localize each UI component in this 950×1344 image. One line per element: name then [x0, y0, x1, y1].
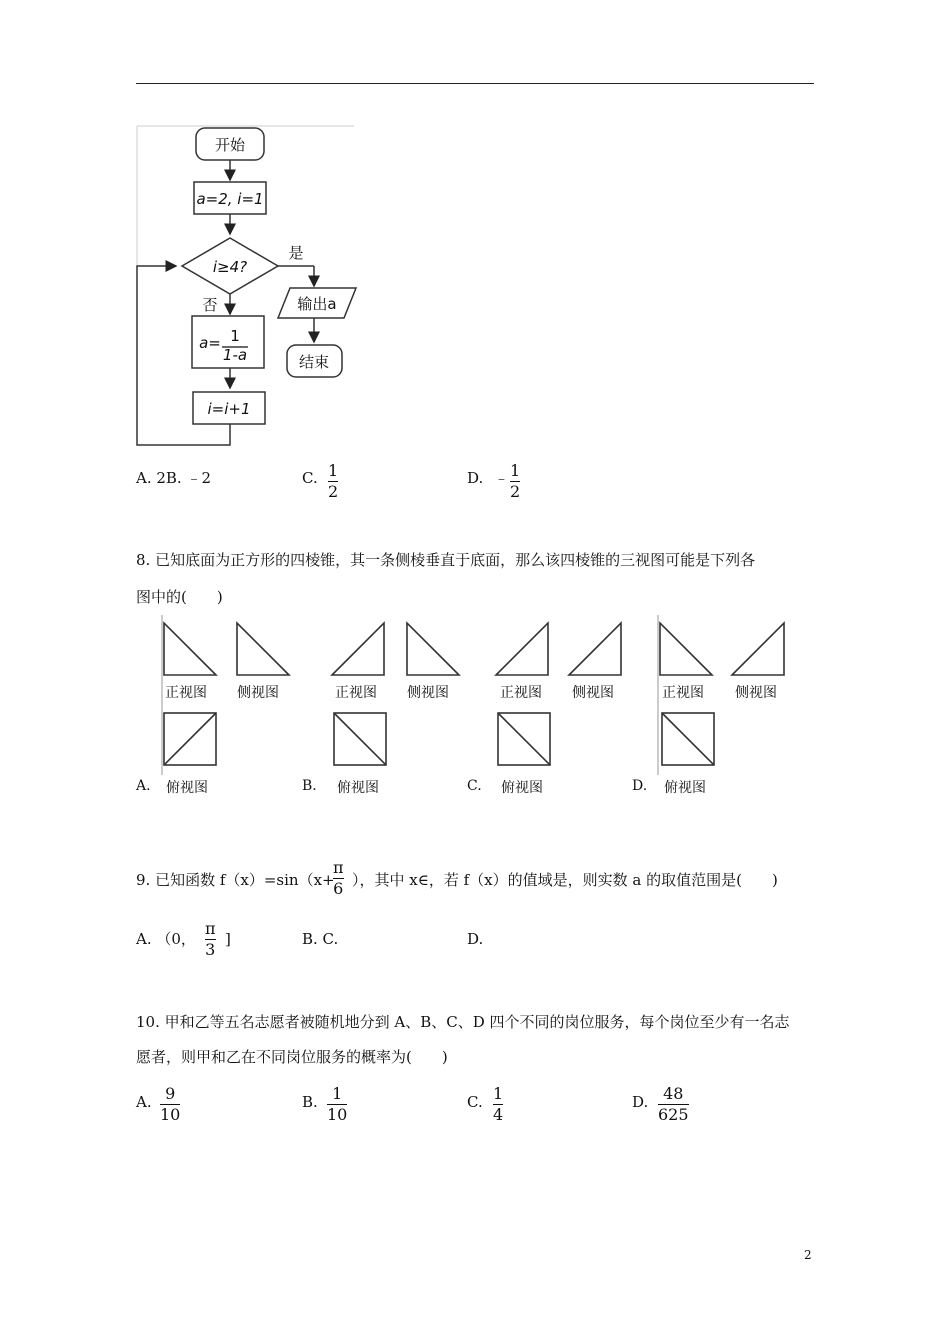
- yes-label: 是: [288, 244, 304, 262]
- q10-option-c-denominator: 4: [493, 1105, 504, 1124]
- flowchart: [130, 120, 360, 450]
- start-label: 开始: [214, 136, 246, 154]
- init-label: a=2, i=1: [196, 190, 264, 208]
- increment-label: i=i+1: [207, 400, 251, 418]
- q10-text-line2: 愿者，则甲和乙在不同岗位服务的概率为( ): [136, 1048, 448, 1066]
- q10-option-c-label: C.: [467, 1093, 483, 1111]
- q7-option-c-fraction: [328, 462, 338, 501]
- q9-option-a: A. （0，: [136, 930, 196, 948]
- q9-option-a-denominator: 3: [205, 940, 216, 959]
- q10-option-d-fraction: [658, 1085, 689, 1124]
- q9-option-a-close: ]: [225, 930, 231, 948]
- q10-option-a-denominator: 10: [160, 1105, 181, 1124]
- option-d-front-label: 正视图: [662, 685, 704, 701]
- option-b-front-view: [332, 623, 384, 675]
- q9-option-a-numerator: π: [205, 919, 216, 938]
- q9-text-prefix: 9. 已知函数 f（x）=sin（x+: [136, 871, 335, 889]
- q8-text-line1: 8. 已知底面为正方形的四棱锥，其一条侧棱垂直于底面，那么该四棱锥的三视图可能是下列各: [136, 551, 756, 569]
- q7-option-c-label: C.: [302, 469, 318, 487]
- q7-option-c-denominator: 2: [328, 482, 339, 501]
- option-c-top-label: 俯视图: [501, 780, 543, 796]
- option-a-front-view: [164, 623, 216, 675]
- q7-option-d-sign: ﹣: [494, 469, 510, 487]
- option-d-side-label: 侧视图: [735, 685, 777, 701]
- assign-denominator: 1-a: [222, 346, 248, 364]
- q10-option-d-numerator: 48: [663, 1084, 684, 1103]
- q7-option-d-numerator: 1: [510, 461, 521, 480]
- q7-option-c-numerator: 1: [328, 461, 339, 480]
- q10-option-b-label: B.: [302, 1093, 318, 1111]
- option-c-front-view: [496, 623, 548, 675]
- q10-option-b-denominator: 10: [327, 1105, 348, 1124]
- no-label: 否: [202, 296, 218, 314]
- q9-text-suffix: ），其中 x∈，若 f（x）的值域是，则实数 a 的取值范围是( ): [352, 871, 778, 889]
- option-c-side-view: [569, 623, 621, 675]
- q9-option-b-c: B. C.: [302, 930, 339, 948]
- q9-pi-over-6: [333, 859, 344, 898]
- q10-option-a-numerator: 9: [165, 1084, 176, 1103]
- q9-six: 6: [333, 879, 344, 898]
- q10-option-d-denominator: 625: [658, 1105, 689, 1124]
- q10-option-c-numerator: 1: [493, 1084, 504, 1103]
- q8-text-line2: 图中的( ): [136, 588, 223, 606]
- q10-option-b-numerator: 1: [332, 1084, 343, 1103]
- q7-option-d-label: D.: [467, 469, 484, 487]
- q8-option-d-label: D.: [632, 778, 648, 794]
- output-label: 输出a: [297, 295, 337, 313]
- end-label: 结束: [298, 353, 330, 371]
- page-number: 2: [804, 1248, 812, 1262]
- option-d-side-view: [732, 623, 784, 675]
- option-a-side-label: 侧视图: [237, 685, 279, 701]
- option-c-side-label: 侧视图: [572, 685, 614, 701]
- q8-option-c-label: C.: [467, 778, 482, 794]
- option-b-side-label: 侧视图: [407, 685, 449, 701]
- option-d-top-label: 俯视图: [664, 780, 706, 796]
- condition-label: i≥4?: [212, 258, 248, 276]
- q7-option-d-denominator: 2: [510, 482, 521, 501]
- option-b-top-label: 俯视图: [337, 780, 379, 796]
- header-rule: [136, 83, 814, 84]
- option-a-top-label: 俯视图: [166, 780, 208, 796]
- q10-option-a-label: A.: [136, 1093, 152, 1111]
- assign-numerator: 1: [230, 327, 240, 345]
- q7-option-a-b: A. 2B. ﹣2: [136, 469, 212, 487]
- option-d-front-view: [660, 623, 712, 675]
- option-a-side-view: [237, 623, 289, 675]
- q9-pi: π: [333, 858, 344, 877]
- option-a-front-label: 正视图: [165, 685, 207, 701]
- q7-option-d-fraction: [510, 462, 520, 501]
- q10-option-b-fraction: [327, 1085, 347, 1124]
- q8-option-a-label: A.: [136, 778, 151, 794]
- q10-text-line1: 10. 甲和乙等五名志愿者被随机地分到 A、B、C、D 四个不同的岗位服务，每个岗位至少有一名志: [136, 1013, 790, 1031]
- q10-option-a-fraction: [160, 1085, 180, 1124]
- assign-lhs: a=: [199, 334, 221, 352]
- option-c-front-label: 正视图: [500, 685, 542, 701]
- option-b-side-view: [407, 623, 459, 675]
- q10-option-d-label: D.: [632, 1093, 649, 1111]
- q9-option-a-fraction: [205, 920, 216, 959]
- q9-option-d: D.: [467, 930, 484, 948]
- q8-option-b-label: B.: [302, 778, 317, 794]
- q10-option-c-fraction: [493, 1085, 503, 1124]
- option-b-front-label: 正视图: [335, 685, 377, 701]
